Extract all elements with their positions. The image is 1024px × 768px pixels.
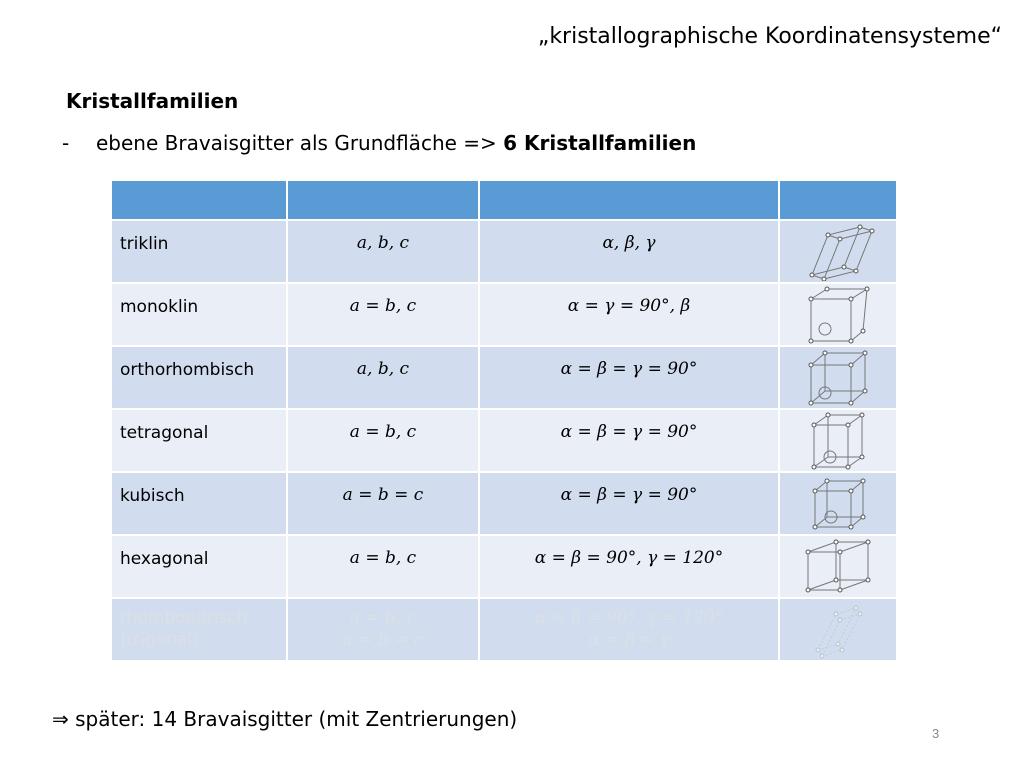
lattice-lengths: a = b, c bbox=[349, 296, 417, 316]
lattice-lengths bbox=[288, 599, 478, 651]
crystal-family-name: orthorhombisch bbox=[120, 360, 255, 380]
lattice-angles bbox=[480, 599, 778, 651]
crystal-family-name bbox=[112, 599, 286, 651]
crystal-family-name: hexagonal bbox=[120, 549, 209, 569]
lattice-angles: α, β, γ bbox=[602, 233, 656, 253]
hexagonal-cell-icon bbox=[800, 538, 876, 596]
bullet-text: ebene Bravaisgitter als Grundfläche => bbox=[96, 131, 504, 155]
table-row bbox=[111, 598, 897, 661]
lattice-lengths: a, b, c bbox=[356, 359, 410, 379]
header-cell bbox=[287, 180, 479, 220]
lattice-angles: α = β = 90°, γ = 120° bbox=[534, 548, 724, 568]
lattice-lengths: a = b = c bbox=[342, 485, 424, 505]
lattice-angles: α = β = γ = 90° bbox=[560, 485, 698, 505]
monoclinic-cell-icon bbox=[803, 285, 873, 345]
table-row bbox=[111, 346, 897, 409]
crystal-families-table bbox=[110, 179, 898, 662]
orthorhombic-cell-icon bbox=[803, 349, 873, 407]
table-row bbox=[111, 472, 897, 535]
crystal-family-name: tetragonal bbox=[120, 423, 209, 443]
header-cell bbox=[111, 180, 287, 220]
lattice-angles: α = β = γ = 90° bbox=[560, 422, 698, 442]
lattice-lengths: a, b, c bbox=[356, 233, 410, 253]
crystal-family-name: kubisch bbox=[120, 486, 185, 506]
bullet-bold-text: 6 Kristallfamilien bbox=[503, 131, 697, 155]
tetragonal-cell-icon bbox=[806, 411, 870, 471]
rhombohedral-cell-icon bbox=[808, 600, 868, 660]
page-number: 3 bbox=[932, 726, 940, 741]
lattice-lengths-line1: a = b, c bbox=[349, 608, 417, 628]
triclinic-cell-icon bbox=[798, 223, 878, 281]
table-row bbox=[111, 220, 897, 283]
lattice-lengths: a = b, c bbox=[349, 422, 417, 442]
table-row bbox=[111, 535, 897, 598]
header-cell bbox=[479, 180, 779, 220]
footer-note-text: später: 14 Bravaisgitter (mit Zentrierungen) bbox=[68, 707, 518, 731]
bullet-item bbox=[62, 131, 696, 155]
header-cell bbox=[779, 180, 897, 220]
implies-arrow-icon: ⇒ bbox=[52, 707, 69, 731]
section-heading: Kristallfamilien bbox=[66, 89, 239, 113]
cubic-cell-icon bbox=[807, 475, 869, 533]
crystal-family-name-line1: rhomboedrisch bbox=[120, 608, 248, 628]
crystal-family-name: monoklin bbox=[120, 297, 199, 317]
table-row bbox=[111, 283, 897, 346]
lattice-lengths: a = b, c bbox=[349, 548, 417, 568]
crystal-family-name-line2: (trigonal) bbox=[120, 630, 199, 650]
crystal-family-name: triklin bbox=[120, 234, 169, 254]
lattice-angles: α = γ = 90°, β bbox=[567, 296, 691, 316]
table-header-row bbox=[111, 180, 897, 220]
lattice-lengths-line2: a = b = c bbox=[342, 630, 424, 650]
bullet-dash: - bbox=[62, 131, 70, 155]
table-row bbox=[111, 409, 897, 472]
slide-title: „kristallographische Koordinatensysteme“ bbox=[537, 24, 1002, 49]
footer-note bbox=[52, 707, 517, 731]
lattice-angles-line2: α = β = γ bbox=[588, 630, 670, 650]
lattice-angles-line1: α = β = 90°, γ = 120° bbox=[534, 608, 724, 628]
lattice-angles: α = β = γ = 90° bbox=[560, 359, 698, 379]
